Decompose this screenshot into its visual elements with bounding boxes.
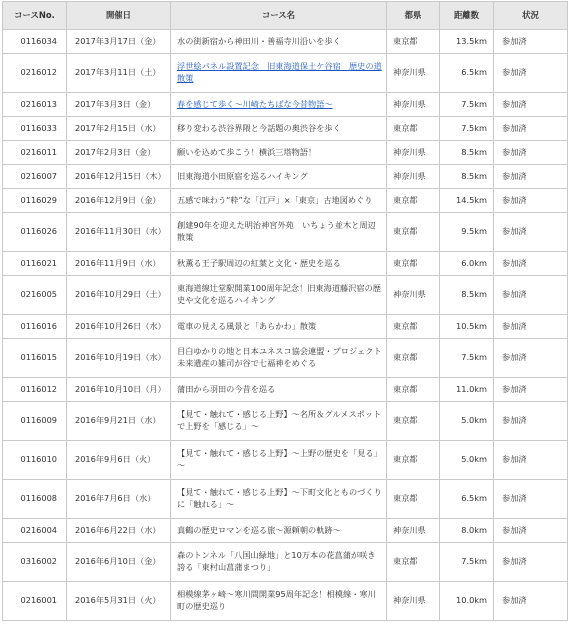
status-cell: 参加済 [494,402,568,441]
distance-cell: 7.5km [440,339,494,378]
distance-cell: 5.0km [440,441,494,480]
course-name-cell: 願いを込めて歩こう！横浜三塔物語！ [171,141,387,165]
table-row [3,189,568,213]
prefecture-cell: 東京都 [387,30,440,54]
course-name-cell: 相模線茅ヶ崎～寒川間開業95周年記念！相模線・寒川町の歴史巡り [171,582,387,621]
course-name-cell: 目白ゆかりの地と日本ユネスコ協会連盟・プロジェクト未来遺産の雑司が谷で七福神をめぐる [171,339,387,378]
course-name-cell: 森のトンネル「八国山緑地」と10万本の花菖蒲が咲き誇る「東村山菖蒲まつり」 [171,543,387,582]
prefecture-cell: 東京都 [387,543,440,582]
course-no-cell: 0116010 [3,441,67,480]
distance-cell: 8.5km [440,165,494,189]
course-no-cell: 0216001 [3,582,67,621]
date-cell: 2016年10月10日（月） [67,378,171,402]
date-cell: 2016年6月22日（水） [67,519,171,543]
course-name-cell: 創建90年を迎えた明治神宮外苑 いちょう並木と周辺散策 [171,213,387,252]
table-row [3,252,568,276]
course-no-cell: 0116033 [3,117,67,141]
prefecture-cell: 東京都 [387,189,440,213]
prefecture-cell: 東京都 [387,117,440,141]
course-name-link[interactable]: 浮世絵パネル設置記念 旧東海道保土ケ谷宿 歴史の道散策 [177,61,382,83]
status-cell: 参加済 [494,519,568,543]
date-cell: 2016年11月30日（水） [67,213,171,252]
course-no-cell: 0116034 [3,30,67,54]
distance-cell: 14.5km [440,189,494,213]
prefecture-cell: 東京都 [387,252,440,276]
status-cell: 参加済 [494,54,568,93]
header-status: 状況 [494,2,568,30]
header-date: 開催日 [67,2,171,30]
prefecture-cell: 東京都 [387,480,440,519]
table-row [3,93,568,117]
table-row [3,378,568,402]
date-cell: 2016年11月9日（水） [67,252,171,276]
course-no-cell: 0216011 [3,141,67,165]
table-row [3,543,568,582]
prefecture-cell: 神奈川県 [387,54,440,93]
header-prefecture: 都県 [387,2,440,30]
prefecture-cell: 東京都 [387,315,440,339]
table-row [3,402,568,441]
header-course-no: コースNo. [3,2,67,30]
course-no-cell: 0116021 [3,252,67,276]
table-row [3,213,568,252]
distance-cell: 5.0km [440,402,494,441]
status-cell: 参加済 [494,315,568,339]
distance-cell: 8.0km [440,519,494,543]
status-cell: 参加済 [494,93,568,117]
date-cell: 2016年12月15日（木） [67,165,171,189]
course-name-cell: 秋薫る王子駅周辺の紅葉と文化・歴史を巡る [171,252,387,276]
table-row [3,276,568,315]
date-cell: 2016年10月29日（土） [67,276,171,315]
prefecture-cell: 東京都 [387,441,440,480]
date-cell: 2016年10月26日（水） [67,315,171,339]
date-cell: 2017年2月15日（水） [67,117,171,141]
table-row [3,117,568,141]
prefecture-cell: 神奈川県 [387,141,440,165]
distance-cell: 8.5km [440,141,494,165]
course-no-cell: 0116029 [3,189,67,213]
table-row [3,54,568,93]
distance-cell: 10.0km [440,582,494,621]
status-cell: 参加済 [494,378,568,402]
status-cell: 参加済 [494,141,568,165]
distance-cell: 6.0km [440,252,494,276]
course-no-cell: 0316002 [3,543,67,582]
header-distance: 距離数 [440,2,494,30]
course-no-cell: 0116009 [3,402,67,441]
distance-cell: 9.5km [440,213,494,252]
distance-cell: 7.5km [440,543,494,582]
table-row [3,582,568,621]
status-cell: 参加済 [494,276,568,315]
date-cell: 2016年9月21日（水） [67,402,171,441]
table-row [3,315,568,339]
course-no-cell: 0216005 [3,276,67,315]
prefecture-cell: 東京都 [387,213,440,252]
date-cell: 2016年5月31日（火） [67,582,171,621]
date-cell: 2016年12月9日（金） [67,189,171,213]
status-cell: 参加済 [494,189,568,213]
status-cell: 参加済 [494,543,568,582]
course-no-cell: 0216013 [3,93,67,117]
distance-cell: 10.5km [440,315,494,339]
date-cell: 2017年3月3日（金） [67,93,171,117]
table-row [3,339,568,378]
date-cell: 2016年10月19日（水） [67,339,171,378]
course-name-link[interactable]: 春を感じて歩く～川崎たちばな今昔物語～ [177,98,333,109]
table-body [3,30,568,621]
distance-cell: 13.5km [440,30,494,54]
course-no-cell: 0116026 [3,213,67,252]
course-name-cell: 五感で味わう“粋”な「江戸」×「東京」古地図めぐり [171,189,387,213]
distance-cell: 7.5km [440,93,494,117]
course-no-cell: 0216004 [3,519,67,543]
prefecture-cell: 神奈川県 [387,519,440,543]
prefecture-cell: 神奈川県 [387,165,440,189]
date-cell: 2017年3月17日（金） [67,30,171,54]
table-row [3,141,568,165]
prefecture-cell: 東京都 [387,339,440,378]
table-row [3,30,568,54]
table-header-row [3,2,568,30]
course-name-cell: 【見て・触れて・感じる上野】～下町文化とものづくりに「触れる」～ [171,480,387,519]
course-no-cell: 0116016 [3,315,67,339]
prefecture-cell: 東京都 [387,378,440,402]
table-row [3,441,568,480]
date-cell: 2017年3月11日（土） [67,54,171,93]
date-cell: 2017年2月3日（金） [67,141,171,165]
table-row [3,519,568,543]
course-no-cell: 0116015 [3,339,67,378]
date-cell: 2016年6月10日（金） [67,543,171,582]
course-no-cell: 0116008 [3,480,67,519]
course-history-table [2,1,568,621]
course-name-cell: 【見て・触れて・感じる上野】～上野の歴史を「見る」～ [171,441,387,480]
table-row [3,165,568,189]
date-cell: 2016年9月6日（火） [67,441,171,480]
course-name-cell: 移り変わる渋谷界隈と今話題の奥渋谷を歩く [171,117,387,141]
course-name-cell: 真鶴の歴史ロマンを巡る旅～源頼朝の軌跡～ [171,519,387,543]
status-cell: 参加済 [494,582,568,621]
distance-cell: 11.0km [440,378,494,402]
course-name-cell: 旧東海道小田原宿を巡るハイキング [171,165,387,189]
status-cell: 参加済 [494,252,568,276]
course-name-cell: 電車の見える風景と「あらかわ」散策 [171,315,387,339]
prefecture-cell: 神奈川県 [387,276,440,315]
status-cell: 参加済 [494,165,568,189]
distance-cell: 6.5km [440,54,494,93]
table-row [3,480,568,519]
distance-cell: 8.5km [440,276,494,315]
prefecture-cell: 神奈川県 [387,93,440,117]
course-name-cell [171,54,387,93]
status-cell: 参加済 [494,441,568,480]
status-cell: 参加済 [494,117,568,141]
prefecture-cell: 神奈川県 [387,582,440,621]
distance-cell: 6.5km [440,480,494,519]
distance-cell: 7.5km [440,117,494,141]
status-cell: 参加済 [494,213,568,252]
course-no-cell: 0216012 [3,54,67,93]
course-name-cell [171,93,387,117]
course-name-cell: 水の街新宿から神田川・善福寺川沿いを歩く [171,30,387,54]
course-no-cell: 0116012 [3,378,67,402]
status-cell: 参加済 [494,339,568,378]
course-name-cell: 【見て・触れて・感じる上野】～名所＆グルメスポットで上野を「感じる」～ [171,402,387,441]
course-name-cell: 蒲田から羽田の今昔を巡る [171,378,387,402]
prefecture-cell: 東京都 [387,402,440,441]
course-name-cell: 東海道線辻堂駅開業100周年記念！旧東海道藤沢宿の歴史や文化を巡るハイキング [171,276,387,315]
date-cell: 2016年7月6日（水） [67,480,171,519]
status-cell: 参加済 [494,480,568,519]
course-no-cell: 0216007 [3,165,67,189]
header-course-name: コース名 [171,2,387,30]
status-cell: 参加済 [494,30,568,54]
